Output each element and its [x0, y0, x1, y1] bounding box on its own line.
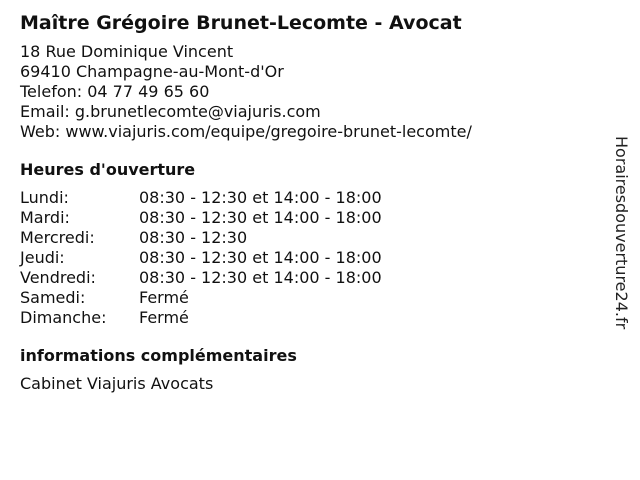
day-label: Dimanche:	[20, 308, 107, 327]
web-line[interactable]: Web: www.viajuris.com/equipe/gregoire-brunet-lecomte/	[20, 122, 472, 141]
hours-row-monday	[20, 188, 600, 208]
extra-info-heading: informations complémentaires	[20, 346, 297, 365]
hours-row-tuesday	[20, 208, 600, 228]
hours-table	[20, 188, 600, 328]
day-hours: 08:30 - 12:30 et 14:00 - 18:00	[139, 248, 382, 267]
contact-block	[20, 42, 600, 142]
address-line-1: 18 Rue Dominique Vincent	[20, 42, 234, 61]
day-hours: 08:30 - 12:30	[139, 228, 248, 247]
day-hours: Fermé	[139, 288, 189, 307]
hours-row-wednesday	[20, 228, 600, 248]
day-hours: 08:30 - 12:30 et 14:00 - 18:00	[139, 188, 382, 207]
day-label: Jeudi:	[20, 248, 65, 267]
business-card	[20, 10, 600, 394]
hours-row-sunday	[20, 308, 600, 328]
day-label: Samedi:	[20, 288, 86, 307]
hours-row-saturday	[20, 288, 600, 308]
address-line-2: 69410 Champagne-au-Mont-d'Or	[20, 62, 284, 81]
extra-info-text: Cabinet Viajuris Avocats	[20, 374, 214, 393]
hours-row-thursday	[20, 248, 600, 268]
phone-line[interactable]: Telefon: 04 77 49 65 60	[20, 82, 210, 101]
business-name: Maître Grégoire Brunet-Lecomte - Avocat	[20, 12, 462, 34]
day-hours: 08:30 - 12:30 et 14:00 - 18:00	[139, 208, 382, 227]
hours-row-friday	[20, 268, 600, 288]
day-label: Lundi:	[20, 188, 69, 207]
email-line[interactable]: Email: g.brunetlecomte@viajuris.com	[20, 102, 321, 121]
day-label: Vendredi:	[20, 268, 96, 287]
day-label: Mercredi:	[20, 228, 95, 247]
site-watermark: Horairesdouverture24.fr	[612, 136, 631, 330]
hours-heading: Heures d'ouverture	[20, 160, 196, 179]
day-label: Mardi:	[20, 208, 70, 227]
day-hours: Fermé	[139, 308, 189, 327]
day-hours: 08:30 - 12:30 et 14:00 - 18:00	[139, 268, 382, 287]
